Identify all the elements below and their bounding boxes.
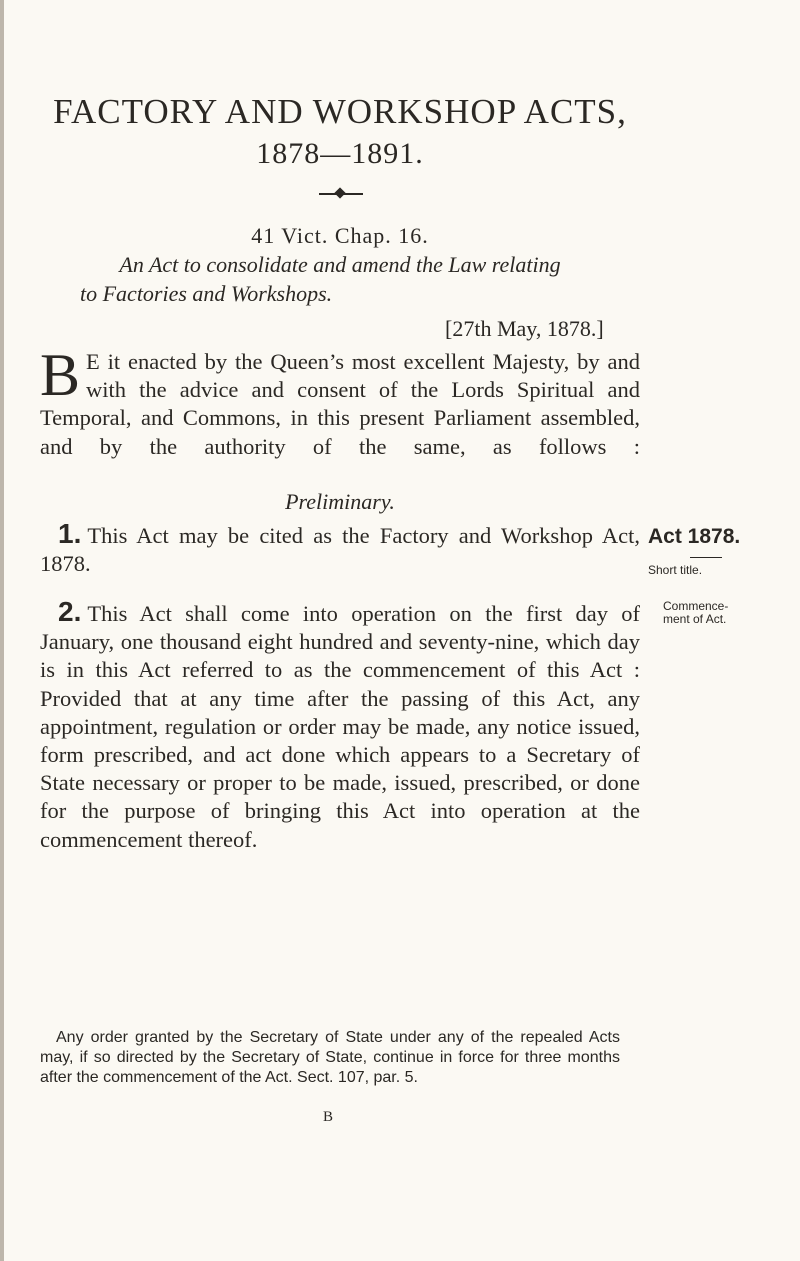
section-2-number: 2. <box>58 596 82 627</box>
enacting-clause <box>40 342 641 461</box>
section-2-text: This Act shall come into operation on the first day of January, one thousand eight hundred and seventy-nine, which day is in this Act referred to as the commencement of this Act : Provided that at any time after the passing of this Act, any appointment, regulation or order may be made, any notice issued, form prescribed, and act done which appears to a Secretary of State necessary or proper to be made, issued, prescribed, or done for the purpose of bringing this Act into operation at the commencement thereof. <box>40 601 640 852</box>
act-description-line2: to Factories and Workshops. <box>80 281 333 306</box>
act-description-line1: An Act to consolidate and amend the Law relating <box>119 252 561 277</box>
section-1-number: 1. <box>58 518 82 549</box>
document-title: FACTORY AND WORKSHOP ACTS, <box>53 92 627 131</box>
margin-commencement-line1: Commence- <box>663 599 729 613</box>
margin-rule <box>690 557 722 558</box>
section-1-text: This Act may be cited as the Factory and Workshop Act, 1878. <box>40 523 640 577</box>
enacting-body: Majesty, by and with the advice and consent of the Lords Spiritual and Temporal, and Commons, in this present Parliament assembled, and by the authority of the same, as follows : <box>40 349 641 459</box>
drop-cap: B <box>40 342 81 408</box>
signature-mark: B <box>323 1109 334 1125</box>
page-binding-edge <box>0 0 4 1261</box>
section-2 <box>40 598 640 854</box>
margin-short-title: Short title. <box>648 563 703 577</box>
margin-commencement-line2: ment of Act. <box>663 612 727 626</box>
chapter-heading: 41 Vict. Chap. 16. <box>251 223 429 248</box>
footnote: Any order granted by the Secretary of State under any of the repealed Acts may, if so directed by the Secretary of State, continue in force for three months after the commencement of the Act. Sect. 107, par. 5. <box>40 1029 620 1086</box>
act-date: [27th May, 1878.] <box>445 316 604 341</box>
section-1 <box>40 520 640 578</box>
diamond-ornament-icon <box>334 187 345 198</box>
enacting-first-line: E it enacted by the Queen’s most excellent <box>86 349 485 374</box>
margin-act-year: Act 1878. <box>648 525 741 548</box>
document-years: 1878—1891. <box>256 137 424 170</box>
preliminary-heading: Preliminary. <box>285 489 395 514</box>
